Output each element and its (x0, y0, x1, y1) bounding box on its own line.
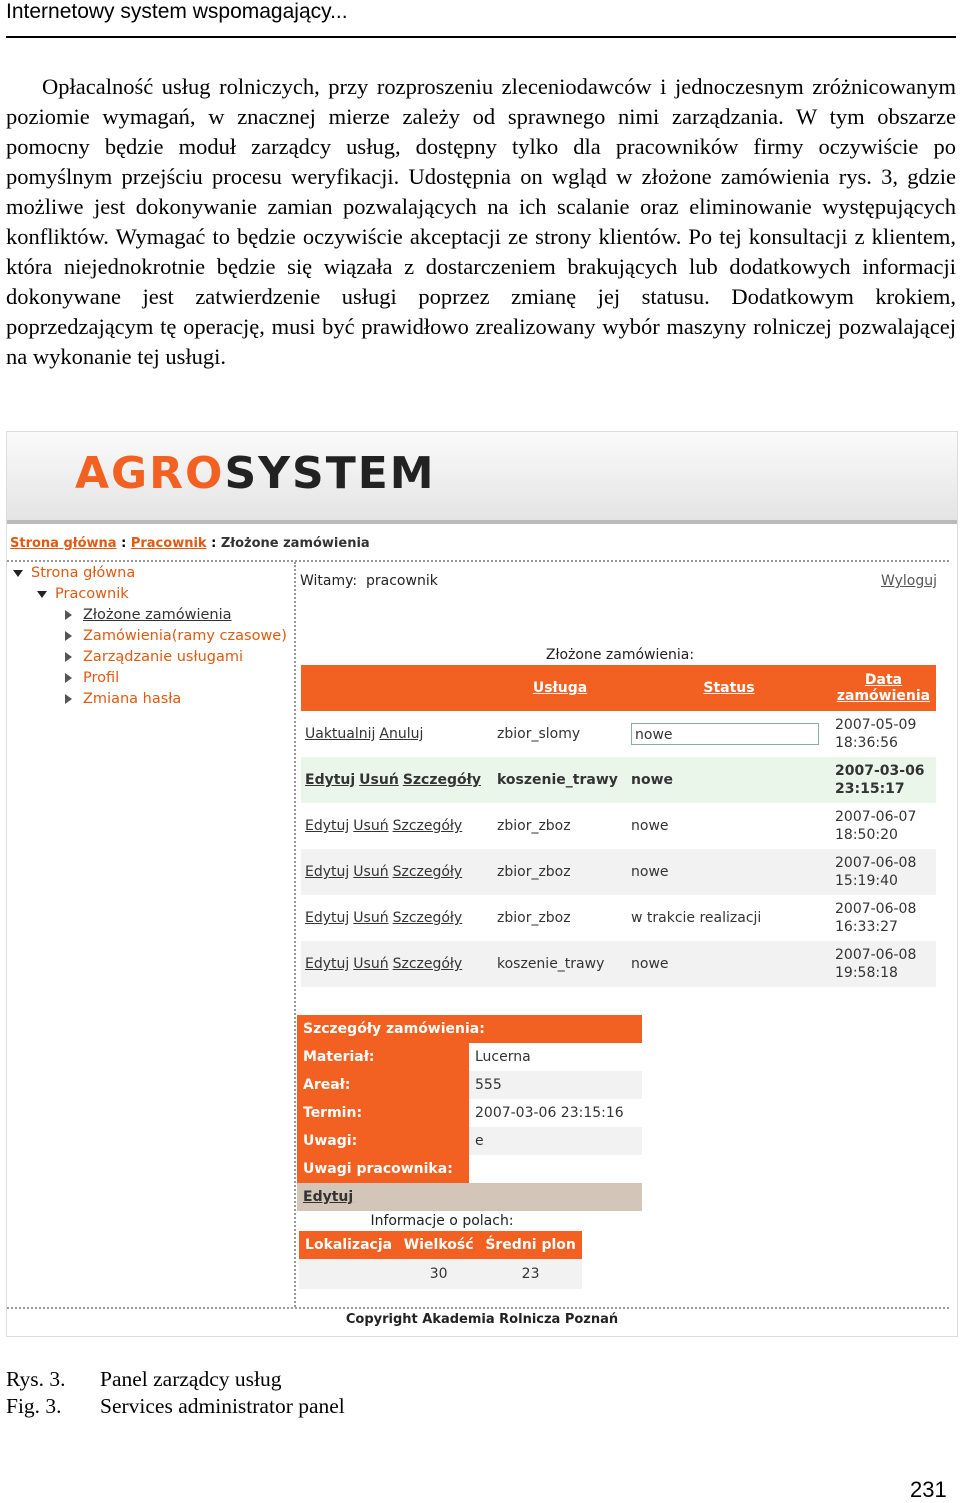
breadcrumb-home-link[interactable]: Strona główna (10, 536, 117, 551)
collapsed-triangle-icon (65, 673, 72, 683)
service-cell: koszenie_trawy (493, 941, 627, 987)
column-header-yield: Średni plon (479, 1231, 582, 1259)
edit-link[interactable]: Edytuj (305, 772, 356, 788)
order-details-table (297, 1015, 642, 1211)
agrosystem-logo (75, 448, 436, 499)
logo-system: SYSTEM (224, 448, 436, 499)
delete-link[interactable]: Usuń (353, 818, 389, 834)
service-cell: zbior_zboz (493, 849, 627, 895)
delete-link[interactable]: Usuń (353, 864, 389, 880)
breadcrumb-separator: : (116, 536, 131, 551)
status-cell: nowe (627, 941, 831, 987)
breadcrumb (10, 536, 370, 551)
page-number: 231 (910, 1477, 947, 1502)
detail-value: e (469, 1127, 642, 1155)
figure-caption-pl: Rys. 3. Panel zarządcy usług (6, 1367, 282, 1391)
details-link[interactable]: Szczegóły (392, 956, 463, 972)
divider (7, 560, 949, 562)
tree-item-home[interactable]: Strona główna (11, 563, 287, 584)
date-cell: 2007-06-07 18:50:20 (831, 803, 936, 849)
expanded-triangle-icon (13, 570, 23, 577)
status-cell: nowe (627, 803, 831, 849)
table-row (301, 849, 936, 895)
divider (294, 562, 296, 1307)
collapsed-triangle-icon (65, 631, 72, 641)
breadcrumb-worker-link[interactable]: Pracownik (130, 536, 207, 551)
tree-item-orders[interactable]: Złożone zamówienia (11, 605, 287, 626)
table-row (301, 941, 936, 987)
detail-value: 2007-03-06 23:15:16 (469, 1099, 642, 1127)
details-link[interactable]: Szczegóły (402, 772, 481, 788)
service-cell: zbior_slomy (493, 711, 627, 757)
edit-details-link[interactable]: Edytuj (297, 1183, 642, 1211)
size-cell: 30 (398, 1259, 479, 1289)
table-row (301, 711, 936, 757)
details-link[interactable]: Szczegóły (392, 910, 463, 926)
service-cell: koszenie_trawy (493, 757, 627, 803)
field-info-caption: Informacje o polach: (370, 1213, 514, 1229)
delete-link[interactable]: Usuń (359, 772, 399, 788)
header-rule (6, 36, 956, 38)
tree-item-change-password[interactable]: Zmiana hasła (11, 689, 287, 710)
table-row (301, 757, 936, 803)
update-link[interactable]: Uaktualnij (305, 726, 376, 742)
divider (7, 1307, 949, 1309)
column-header-status[interactable]: Status (627, 665, 831, 711)
tree-item-profile[interactable]: Profil (11, 668, 287, 689)
collapsed-triangle-icon (65, 694, 72, 704)
welcome-text: Witamy: pracownik (300, 573, 438, 589)
details-link[interactable]: Szczegóły (392, 864, 463, 880)
navigation-tree (11, 563, 287, 710)
location-cell (299, 1259, 398, 1289)
collapsed-triangle-icon (65, 652, 72, 662)
edit-link[interactable]: Edytuj (305, 956, 350, 972)
status-cell: nowe (627, 757, 831, 803)
column-header-size: Wielkość (398, 1231, 479, 1259)
edit-link[interactable]: Edytuj (305, 910, 350, 926)
banner-rule (7, 520, 957, 524)
details-title: Szczegóły zamówienia: (297, 1015, 642, 1043)
service-cell: zbior_zboz (493, 895, 627, 941)
service-cell: zbior_zboz (493, 803, 627, 849)
breadcrumb-separator: : (206, 536, 221, 551)
actions-header (301, 665, 493, 711)
detail-label: Areał: (297, 1071, 469, 1099)
details-link[interactable]: Szczegóły (392, 818, 463, 834)
delete-link[interactable]: Usuń (353, 910, 389, 926)
status-cell: nowe (627, 849, 831, 895)
delete-link[interactable]: Usuń (353, 956, 389, 972)
tree-item-service-management[interactable]: Zarządzanie usługami (11, 647, 287, 668)
banner (7, 432, 957, 520)
logo-agro: AGRO (75, 448, 225, 499)
expanded-triangle-icon (37, 591, 47, 598)
tree-item-worker[interactable]: Pracownik (11, 584, 287, 605)
collapsed-triangle-icon (65, 610, 72, 620)
tree-item-time-frames[interactable]: Zamówienia(ramy czasowe) (11, 626, 287, 647)
breadcrumb-current: Złożone zamówienia (220, 536, 370, 551)
logout-link[interactable]: Wyloguj (881, 573, 937, 589)
date-cell: 2007-06-08 16:33:27 (831, 895, 936, 941)
table-row (301, 803, 936, 849)
orders-caption: Złożone zamówienia: (545, 647, 695, 663)
column-header-date[interactable]: Data zamówienia (831, 665, 936, 711)
cancel-link[interactable]: Anuluj (379, 726, 424, 742)
detail-label: Uwagi pracownika: (297, 1155, 469, 1183)
running-header: Internetowy system wspomagający... (6, 0, 348, 23)
edit-link[interactable]: Edytuj (305, 818, 350, 834)
yield-cell: 23 (479, 1259, 582, 1289)
date-cell: 2007-03-06 23:15:17 (831, 757, 936, 803)
detail-value: Lucerna (469, 1043, 642, 1071)
agrosystem-screenshot (6, 431, 958, 1337)
detail-value (469, 1155, 642, 1183)
detail-value: 555 (469, 1071, 642, 1099)
copyright: Copyright Akademia Rolnicza Poznań (345, 1312, 619, 1327)
body-paragraph: Opłacalność usług rolniczych, przy rozproszeniu zleceniodawców i jednoczesnym zróżnicowanym poziomie wymagań, w znacznej mierze zależy od sprawnego nimi zarządzania. W tym obszarze pomocny będzie moduł zarządcy usług, dostępny tylko dla pracowników firmy oczywiście po pomyślnym przejściu procesu weryfikacji. Udostępnia on wgląd w złożone zamówienia rys. 3, gdzie możliwe jest dokonywanie zamian pozwalających na ich scalanie oraz eliminowanie występujących konfliktów. Wymagać to będzie oczywiście akceptacji ze strony klientów. Po tej konsultacji z klientem, która niejednokrotnie będzie się wiązała z dostarczeniem brakujących lub dodatkowych informacji dokonywane jest zatwierdzenie usługi poprzez zmianę jej statusu. Dodatkowym krokiem, poprzedzającym tę operację, musi być prawidłowo zrealizowany wybór maszyny rolniczej pozwalającej na wykonanie tej usługi. (6, 74, 956, 369)
status-cell: w trakcie realizacji (627, 895, 831, 941)
table-row (301, 895, 936, 941)
detail-label: Uwagi: (297, 1127, 469, 1155)
date-cell: 2007-06-08 19:58:18 (831, 941, 936, 987)
date-cell: 2007-06-08 15:19:40 (831, 849, 936, 895)
status-input[interactable]: nowe (631, 723, 819, 745)
edit-link[interactable]: Edytuj (305, 864, 350, 880)
orders-table (301, 665, 936, 987)
field-info-table (299, 1231, 582, 1289)
detail-label: Termin: (297, 1099, 469, 1127)
date-cell: 2007-05-09 18:36:56 (831, 711, 936, 757)
column-header-service[interactable]: Usługa (493, 665, 627, 711)
detail-label: Materiał: (297, 1043, 469, 1071)
figure-caption-en: Fig. 3. Services administrator panel (6, 1394, 345, 1418)
column-header-location: Lokalizacja (299, 1231, 398, 1259)
